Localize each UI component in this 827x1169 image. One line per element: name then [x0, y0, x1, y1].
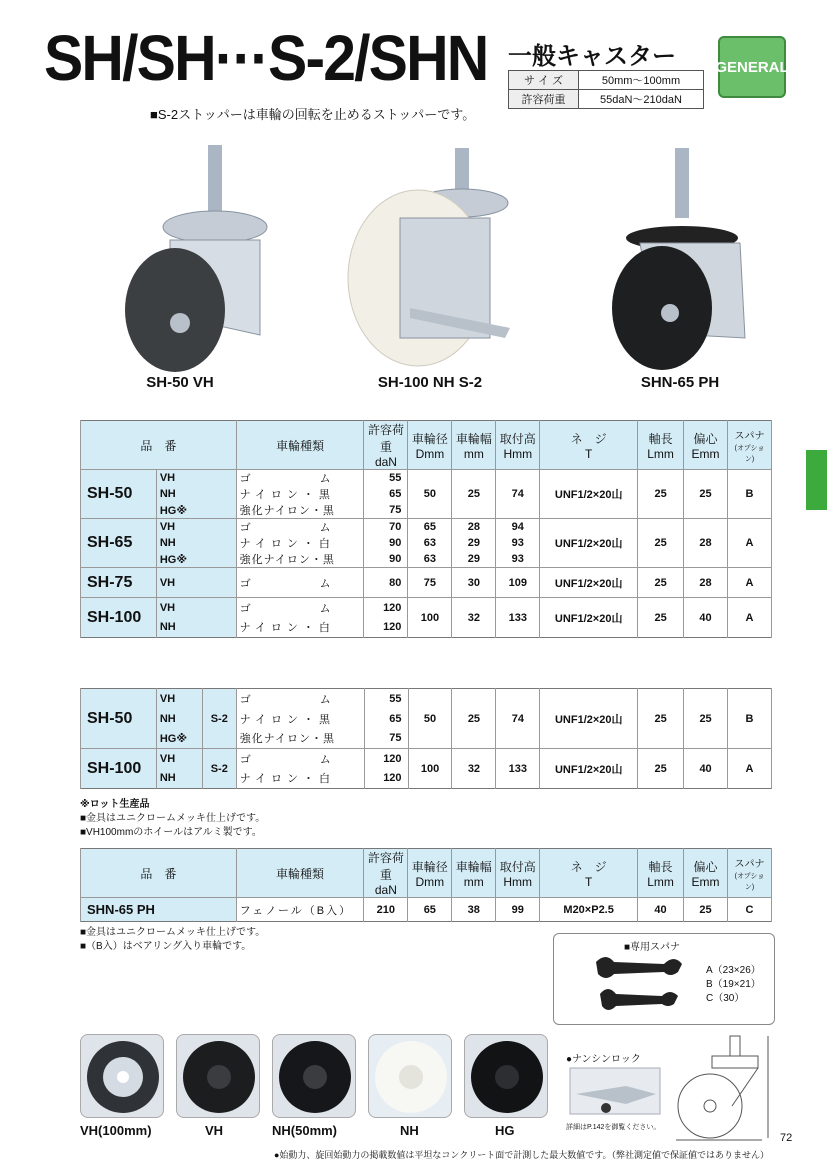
- table-row: NH ナイロン・白 90 63 29 93: [81, 535, 772, 551]
- col-header-screw: ネ ジ T: [540, 421, 638, 470]
- wheel-caption: NH: [400, 1123, 419, 1138]
- col-header-wheel: 車輪種類: [236, 849, 364, 898]
- spec-box: [508, 70, 704, 109]
- table-row: NH ナイロン・黒 65: [81, 709, 772, 729]
- col-header-height: 取付高 Hmm: [496, 421, 540, 470]
- photo-caption: SHN-65 PH: [640, 374, 720, 391]
- model-name: SH-100: [81, 598, 157, 638]
- table-row: NH ナイロン・白 120: [81, 618, 772, 638]
- wheel-caption: VH(100mm): [80, 1123, 152, 1138]
- page-number: 72: [780, 1132, 793, 1144]
- table-row: SH-100 VH S-2 ゴ ム 120 100 32 133 UNF1/2×20山 25 40 A: [81, 749, 772, 769]
- col-header-spanner: スパナ (オプション): [728, 421, 772, 470]
- page-title: SH/SH···S-2/SHN: [44, 22, 488, 94]
- wheel-thumb-hg: [464, 1034, 548, 1118]
- caster-photo-shn65: [600, 148, 760, 373]
- general-badge: GENERAL: [718, 36, 786, 98]
- dimension-drawing: [672, 1032, 778, 1144]
- wheel-thumb-nh: [368, 1034, 452, 1118]
- table-row: HG※ 強化ナイロン・黒 75: [81, 502, 772, 519]
- model-name: SH-65: [81, 519, 157, 568]
- model-name: SH-50: [81, 470, 157, 519]
- model-name: SH-50: [81, 689, 157, 749]
- lock-note: 詳細はP.142を御覧ください。: [566, 1124, 661, 1131]
- photo-caption: SH-100 NH S-2: [377, 374, 483, 391]
- spec-table-sh: [80, 420, 772, 638]
- col-header-shaft: 軸長 Lmm: [638, 421, 684, 470]
- spanner-icon: [594, 954, 684, 1018]
- col-header-part: 品 番: [81, 421, 237, 470]
- spec-value: 55daN～210daN: [579, 90, 704, 109]
- table-row: SH-75 VH ゴ ム 80 75 30 109 UNF1/2×20山 25 28 A: [81, 568, 772, 598]
- table-row: NH ナイロン・白 120: [81, 769, 772, 789]
- notes-shn: ■金具はユニクロームメッキ仕上げです。 ■（B入）はベアリング入り車輪です。: [80, 927, 266, 952]
- model-name: SHN-65 PH: [81, 898, 237, 922]
- page-subtitle: 一般キャスター: [508, 43, 676, 70]
- lock-photo: [566, 1064, 666, 1120]
- section-tab: [806, 450, 827, 510]
- col-header-width: 車輪幅 mm: [452, 421, 496, 470]
- caster-photo-sh50: [100, 145, 290, 375]
- model-name: SH-100: [81, 749, 157, 789]
- spec-value: 50mm～100mm: [579, 71, 704, 90]
- footer-note: ●始動力、旋回始動力の掲載数値は平坦なコンクリート面で計測した最大数値です。（弊社測定値で保証値ではありません）: [274, 1150, 770, 1160]
- table-row: SH-50 VH S-2 ゴ ム 55 50 25 74 UNF1/2×20山 25 25 B: [81, 689, 772, 709]
- spanner-box: ■専用スパナ A（23×26） B（19×21） C（30）: [553, 933, 775, 1025]
- notes-sh: ※ロット生産品 ■金具はユニクロームメッキ仕上げです。 ■VH100mmのホイールはアルミ製です。: [80, 799, 266, 838]
- wheel-caption: NH(50mm): [272, 1123, 338, 1138]
- table-row: HG※ 強化ナイロン・黒 90 63 29 93: [81, 551, 772, 568]
- photo-caption: SH-50 VH: [146, 374, 214, 391]
- table-row: SH-65 VH ゴ ム 70 65 28 94 UNF1/2×20山 25 28 A: [81, 519, 772, 536]
- col-header-ecc: 偏心 Emm: [684, 421, 728, 470]
- spec-table-s2: [80, 688, 772, 789]
- table-row: SH-100 VH ゴ ム 120 100 32 133 UNF1/2×20山 25 40 A: [81, 598, 772, 618]
- wheel-caption: HG: [495, 1123, 515, 1138]
- table-row: HG※ 強化ナイロン・黒 75: [81, 729, 772, 749]
- table-row: NH ナイロン・黒 65: [81, 486, 772, 502]
- spec-table-shn: 品 番 車輪種類 許容荷重 daN 車輪径 Dmm 車輪幅 mm 取付高 Hmm ネ ジ T 軸長 Lmm 偏心 Emm スパナ (オプション) SHN-65 PH フェノール（B入） 210 65 38 99 M20×P2.5 40 25 C: [80, 848, 772, 922]
- table-row: SHN-65 PH フェノール（B入） 210 65 38 99 M20×P2.5 40 25 C: [81, 898, 772, 922]
- spec-key: サ イ ズ: [509, 71, 579, 90]
- wheel-caption: VH: [205, 1123, 224, 1138]
- spec-key: 許容荷重: [509, 90, 579, 109]
- caster-photo-sh100-s2: [340, 148, 520, 374]
- col-header-load: 許容荷重 daN: [364, 421, 408, 470]
- table-row: SH-50 VH ゴ ム 55 50 25 74 UNF1/2×20山 25 25 B: [81, 470, 772, 487]
- lock-title: ●ナンシンロック: [566, 1054, 641, 1065]
- wheel-thumb-nh50: [272, 1034, 356, 1118]
- model-name: SH-75: [81, 568, 157, 598]
- col-header-part: 品 番: [81, 849, 237, 898]
- stopper-note: ■S-2ストッパーは車輪の回転を止めるストッパーです。: [150, 107, 476, 122]
- wheel-thumb-vh100: [80, 1034, 164, 1118]
- col-header-wheel: 車輪種類: [236, 421, 364, 470]
- wheel-thumb-vh: [176, 1034, 260, 1118]
- col-header-dia: 車輪径 Dmm: [408, 421, 452, 470]
